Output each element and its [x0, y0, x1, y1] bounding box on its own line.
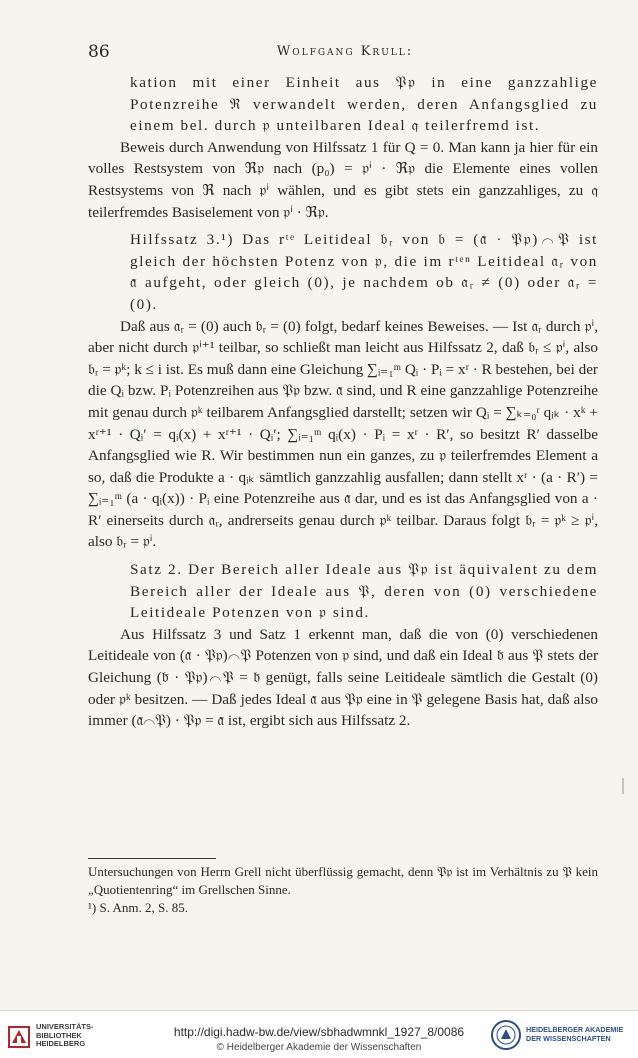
- page-header: [88, 42, 602, 64]
- footnotes: [88, 858, 598, 917]
- library-name-line: UNIVERSITÄTS-: [36, 1022, 94, 1031]
- permalink-url[interactable]: http://digi.hadw-bw.de/view/sbhadwmnkl_1927_8/0086: [173, 1025, 465, 1039]
- paragraph-continuation: kation mit einer Einheit aus 𝔓𝔭 in eine ganzzahlige Potenzreihe ℜ verwandelt werden, deren Anfangsglied zu einem bel. durch 𝔭 unteilbaren Ideal 𝔮 teilerfremd ist.: [130, 74, 598, 135]
- lemma-3-proof: Daß aus 𝔞ᵣ = (0) auch 𝔟ᵣ = (0) folgt, bedarf keines Beweises. — Ist 𝔞ᵣ durch 𝔭ⁱ, aber nicht durch 𝔭ⁱ⁺¹ teilbar, so schließt man leicht aus Hilfssatz 2, daß 𝔟ᵣ ≤ 𝔭ⁱ, also 𝔟ᵣ = 𝔭ᵏ; k ≤ i ist. Es muß dann eine Gleichung ∑ᵢ₌₁ᵐ Qᵢ · Pᵢ = xʳ · R bestehen, bei der die Qᵢ bzw. Pᵢ Potenzreihen aus 𝔓𝔭 bzw. 𝔞̄ sind, und R eine ganzzahlige Potenzreihe mit genau durch 𝔭ᵏ teilbarem Anfangsglied darstellt; setzen wir Qᵢ = ∑ₖ₌₀ʳ qᵢₖ · xᵏ + xʳ⁺¹ · Qᵢ′ = qᵢ(x) + xʳ⁺¹ · Qᵢ′; ∑ᵢ₌₁ᵐ qᵢ(x) · Pᵢ = xʳ · R′, so besitzt R′ dasselbe Anfangsglied wie R. Wir bestimmen nun ein ganzes, zu 𝔭 teilerfremdes Element a so, daß die Produkte a · qᵢₖ sämtlich ganzzahlig ausfallen; dann stellt xʳ · (a · R′) = ∑ᵢ₌₁ᵐ (a · qᵢ(x)) · Pᵢ eine Potenzreihe aus 𝔞̄ dar, und es ist das Anfangsglied von a · R′ einerseits durch 𝔞ᵣ, andrerseits genau durch 𝔭ᵏ teilbar. Daraus folgt 𝔟ᵣ = 𝔭ᵏ ≥ 𝔭ⁱ, also 𝔟ᵣ = 𝔭ⁱ.: [88, 317, 598, 551]
- library-name-line: BIBLIOTHEK: [36, 1030, 82, 1040]
- page-number: 86: [88, 42, 110, 62]
- theorem-2-proof: Aus Hilfssatz 3 und Satz 1 erkennt man, daß die von (0) verschiedenen Leitideale von (𝔞̄ · 𝔓𝔭)⌒𝔓 Potenzen von 𝔭 sind, und daß ein Ideal 𝔟̄ aus 𝔓 stets der Gleichung (𝔟̄ · 𝔓𝔭)⌒𝔓 = 𝔟̄ genügt, falls seine Leitideale sämtlich die Gestalt (0) oder 𝔭ᵏ besitzen. — Daß jedes Ideal 𝔞̄ aus 𝔓𝔭 eine in 𝔓 gelegene Basis hat, daß also immer (𝔞̄⌒𝔓) · 𝔓𝔭 = 𝔞̄ ist, ergibt sich aus Hilfssatz 2.: [88, 625, 598, 730]
- academy-name-line: DER WISSENSCHAFTEN: [526, 1034, 611, 1043]
- viewer-footer: [0, 1010, 638, 1058]
- footnote-continuation: Untersuchungen von Herrn Grell nicht überflüssig gemacht, denn 𝔓𝔭 ist im Verhältnis zu 𝔓 kein „Quotientenring“ im Grellschen Sinne.: [88, 864, 598, 897]
- library-name-line: HEIDELBERG: [36, 1039, 86, 1048]
- lemma-3: Hilfssatz 3.¹) Das rᵗᵉ Leitideal 𝔟ᵣ von 𝔟 = (𝔞̄ · 𝔓𝔭)⌒𝔓 ist gleich der höchsten Potenz von 𝔭, die im rᵗᵉⁿ Leitideal 𝔞ᵣ von 𝔞̄ aufgeht, oder gleich (0), je nachdem ob 𝔞ᵣ ≠ (0) oder 𝔞ᵣ = (0).: [130, 231, 598, 313]
- footnote-1: ¹) S. Anm. 2, S. 85.: [88, 900, 188, 915]
- academy-name: [526, 1025, 623, 1043]
- proof-paragraph: Beweis durch Anwendung von Hilfssatz 1 für Q = 0. Man kann ja hier für ein volles Restsystem von ℜ𝔭 nach (p₀) = 𝔭ⁱ · ℜ𝔭 die Elemente eines vollen Restsystems von ℜ nach 𝔭ⁱ wählen, und es gibt stets ein ganzzahliges, zu 𝔮 teilerfremdes Basiselement von 𝔭ⁱ · ℜ𝔭.: [88, 138, 598, 221]
- main-text: [88, 72, 598, 732]
- academy-name-line: HEIDELBERGER AKADEMIE: [526, 1025, 624, 1034]
- scan-mark: [622, 778, 624, 794]
- footnote-divider: [88, 858, 216, 859]
- academy-seal-icon: [490, 1019, 522, 1051]
- running-head: Wolfgang Krull:: [276, 44, 414, 59]
- theorem-2: Satz 2. Der Bereich aller Ideale aus 𝔓𝔭 ist äquivalent zu dem Bereich aller der Ideale aus 𝔓, deren von (0) verschiedene Leitideale Potenzen von 𝔭 sind.: [130, 561, 598, 622]
- copyright-notice: © Heidelberger Akademie der Wissenschaften: [216, 1042, 422, 1053]
